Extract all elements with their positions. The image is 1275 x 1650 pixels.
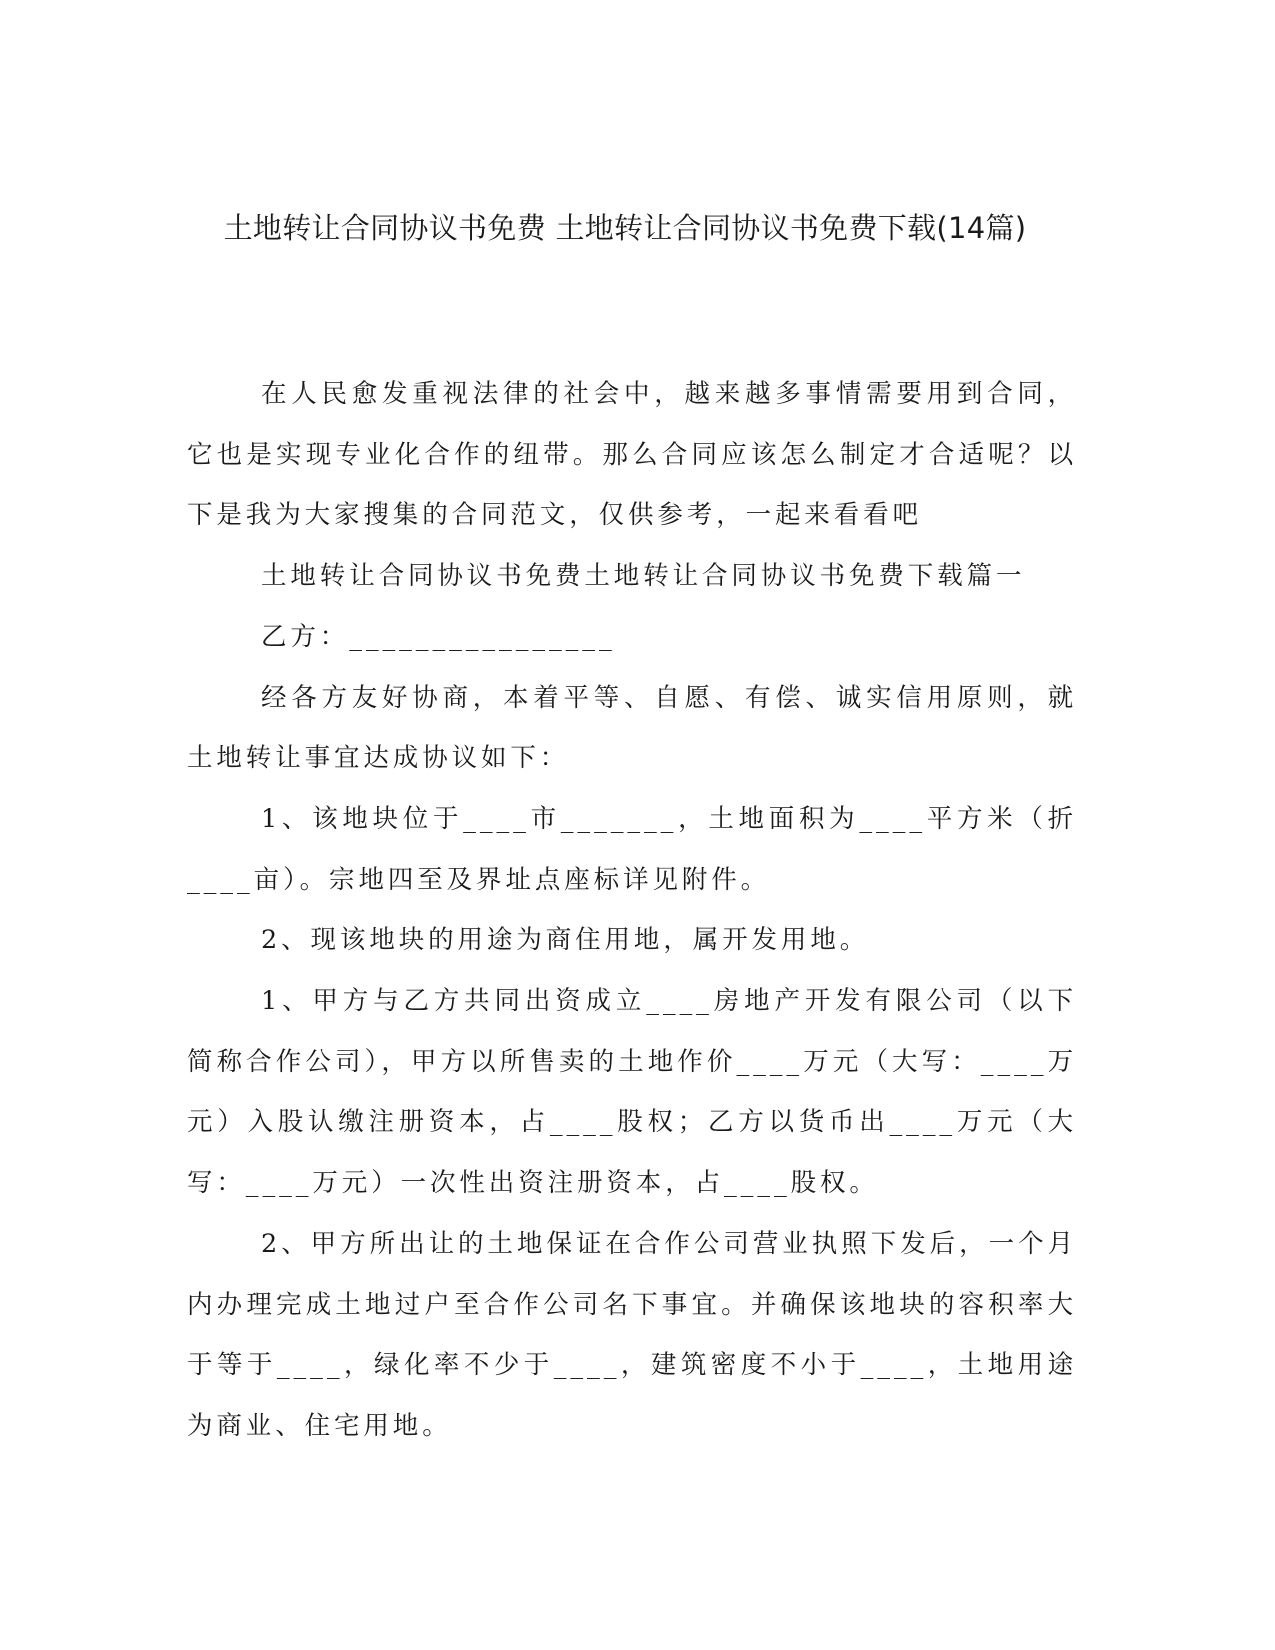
- document-title: 土地转让合同协议书免费 土地转让合同协议书免费下载(14篇): [223, 211, 1027, 245]
- paragraph-clause-location: 1、该地块位于____市_______，土地面积为____平方米（折____亩）。宗地四至及界址点座标详见附件。: [187, 803, 1077, 895]
- paragraph-intro: 在人民愈发重视法律的社会中，越来越多事情需要用到合同，它也是实现专业化合作的纽带。那么合同应该怎么制定才合适呢？以下是我为大家搜集的合同范文，仅供参考，一起来看看吧: [187, 379, 1077, 531]
- paragraph-clause-transfer: 2、甲方所出让的土地保证在合作公司营业执照下发后，一个月内办理完成土地过户至合作公司名下事宜。并确保该地块的容积率大于等于____，绿化率不少于____，建筑密度不小于____，土地用途为商业、住宅用地。: [187, 1228, 1077, 1441]
- paragraph-clause-usage: 2、现该地块的用途为商住用地，属开发用地。: [261, 925, 870, 956]
- paragraph-party-b: 乙方：________________: [261, 621, 616, 652]
- paragraph-section-heading: 土地转让合同协议书免费土地转让合同协议书免费下载篇一: [261, 561, 1026, 592]
- paragraph-clause-investment: 1、甲方与乙方共同出资成立____房地产开发有限公司（以下简称合作公司），甲方以所售卖的土地作价____万元（大写：____万元）入股认缴注册资本，占____股权；乙方以货币出____万元（大写：____万元）一次性出资注册资本，占____股权。: [187, 986, 1077, 1199]
- document-body: [187, 364, 1077, 1457]
- paragraph-agreement-basis: 经各方友好协商，本着平等、自愿、有偿、诚实信用原则，就土地转让事宜达成协议如下：: [187, 682, 1077, 774]
